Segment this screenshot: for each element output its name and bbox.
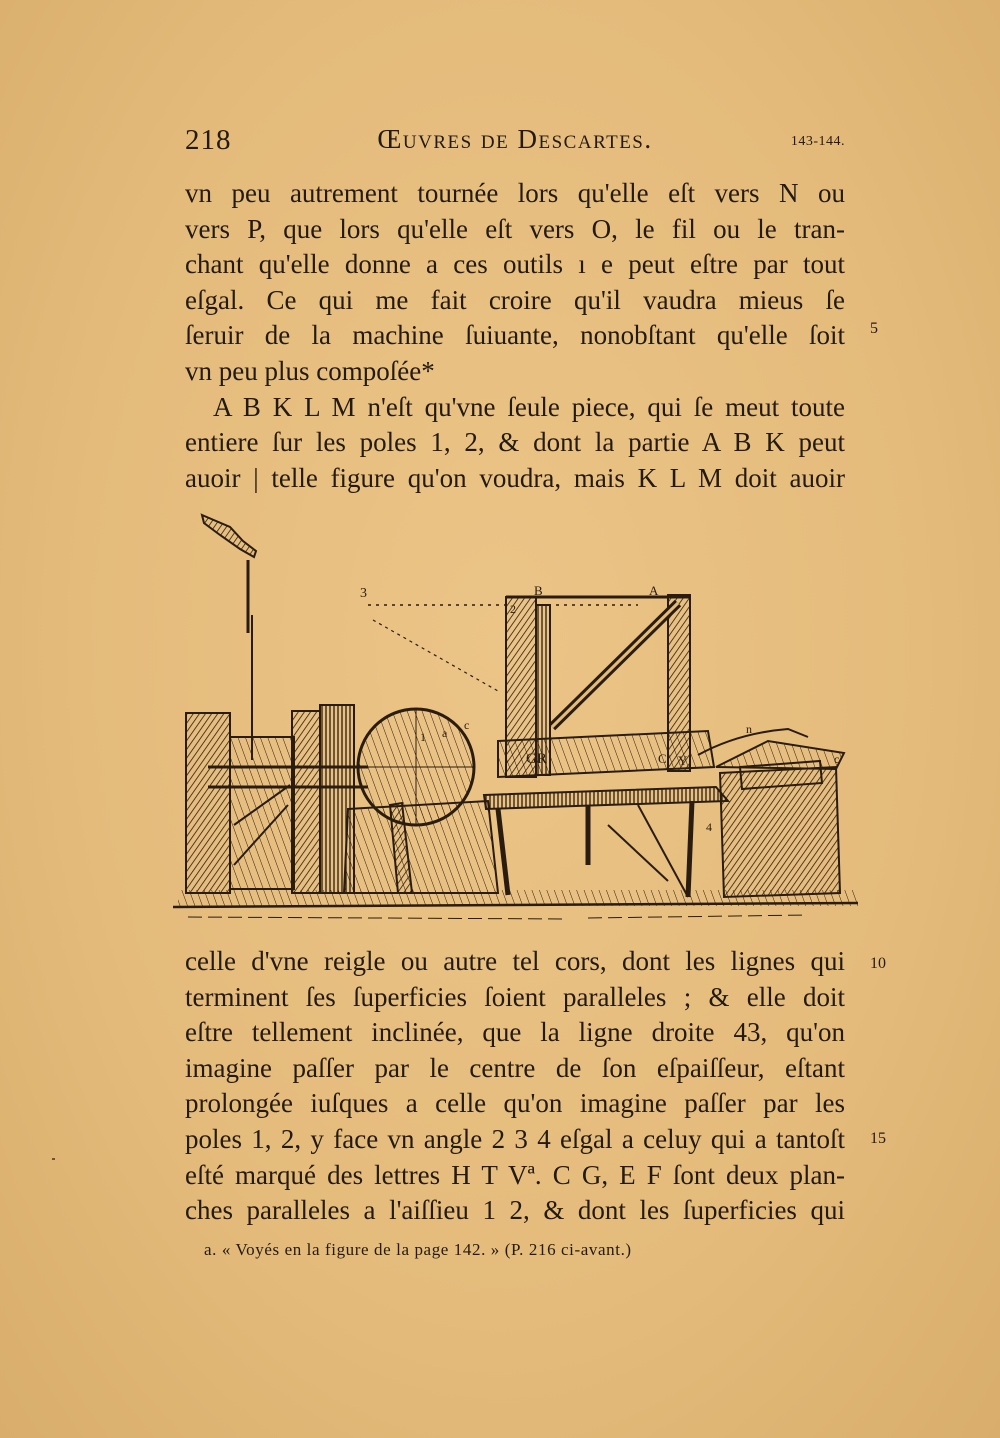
text-line: vers P, que lors qu'elle eſt vers O, le fil ou le tran- [185,213,845,244]
text-line: vn peu plus compoſée* [185,355,435,386]
figure-label: 3 [360,586,367,601]
figure-label: 2 [510,602,516,616]
text-line: chant qu'elle donne a ces outils ı e peut eſtre par tout [185,249,845,280]
page-reference: 143-144. [790,134,845,149]
text-line: terminent ſes ſuperficies ſoient paralleles ; & elle doit [185,981,845,1012]
text-line: eſtre tellement inclinée, que la ligne droite 43, qu'on [185,1017,845,1048]
figure-label: GR [526,751,547,767]
text-line: eſté marqué des lettres H T Vª. C G, E F ſont deux plan- [185,1159,845,1190]
line-number-5: 5 [870,320,878,337]
text-line: prolongée iuſques a celle qu'on imagine paſſer par les [185,1088,845,1119]
paper-speck [52,1158,55,1160]
footnote: a. « Voyés en la figure de la page 142. » (P. 216 ci-avant.) [204,1240,632,1259]
text-line: vn peu autrement tournée lors qu'elle eſt vers N ou [185,178,845,208]
figure-label: 1 [420,730,426,744]
text-line: ſeruir de la machine ſuiuante, nonobſtant qu'elle ſoit [185,320,845,351]
figure-label: B [534,583,543,598]
text-line: eſgal. Ce qui me fait croire qu'il vaudra mieus ſe [185,284,845,315]
text-line: imagine paſſer par le centre de ſon eſpaiſſeur, eſtant [185,1052,845,1083]
figure-label: c [464,718,470,732]
figure-label: c [834,752,840,766]
figure-label: A [649,583,659,598]
text-block-bottom [185,944,845,1229]
figure-label: n [746,722,752,736]
text-block-top [185,176,845,496]
page-header [185,124,845,164]
figure-label: Y [678,753,688,768]
line-number-10: 10 [870,955,886,972]
text-line: auoir | telle figure qu'on voudra, mais K L M doit auoir [185,462,845,493]
running-title: Œuvres de Descartes. [377,124,653,154]
line-number-15: 15 [870,1130,886,1147]
text-line: ches paralleles a l'aiſſieu 1 2, & dont les ſuperficies qui [185,1195,845,1226]
figure-label: C [658,751,667,766]
text-line: entiere ſur les poles 1, 2, & dont la partie A B K peut [185,427,845,458]
figure-label: 4 [706,820,712,834]
machine-illustration [168,505,868,925]
page-number: 218 [185,124,232,156]
text-line: A B K L M n'eſt qu'vne ſeule piece, qui ſe meut toute [213,391,845,422]
text-line: poles 1, 2, y face vn angle 2 3 4 eſgal a celuy qui a tantoſt [185,1123,845,1154]
figure-label: a [442,726,448,740]
text-line: celle d'vne reigle ou autre tel cors, dont les lignes qui [185,946,845,976]
